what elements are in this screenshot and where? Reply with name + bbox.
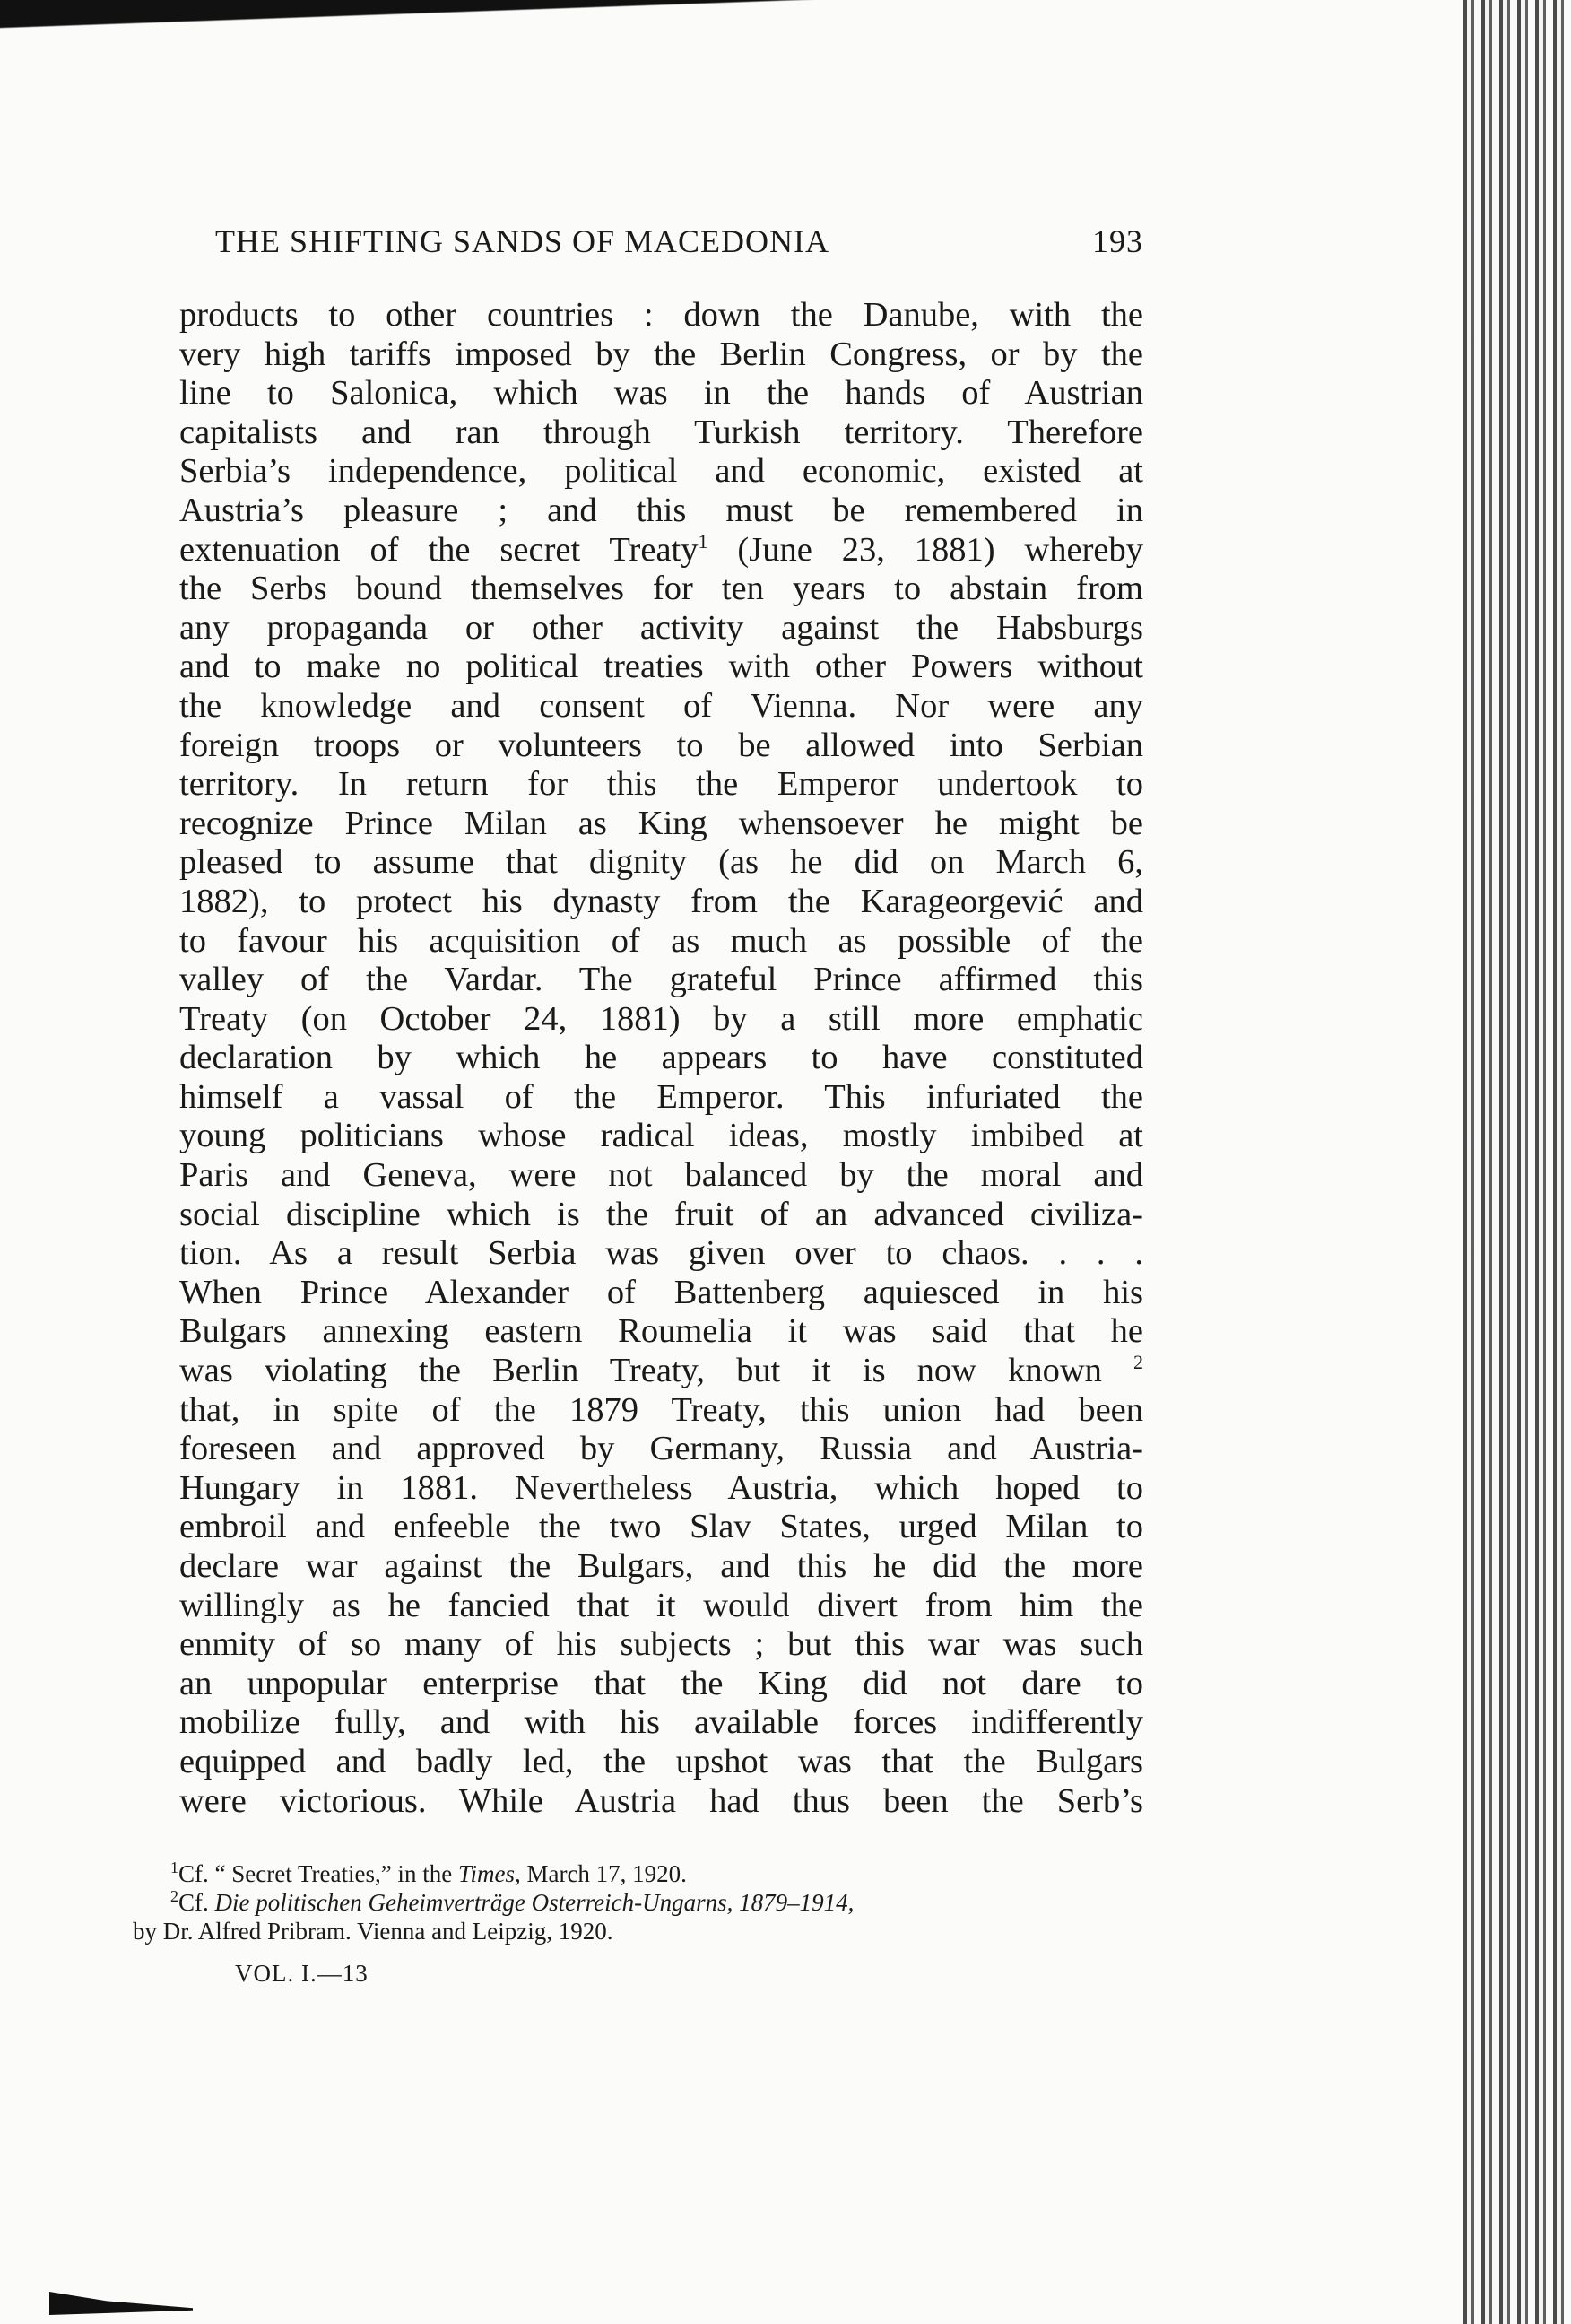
text-line: recognize Prince Milan as King whensoever he might be: [179, 804, 1143, 842]
text-line-segment: was violating the Berlin Treaty, but it is now known: [179, 1352, 1102, 1390]
text-line: any propaganda or other activity against the Habsburgs: [179, 608, 1143, 647]
footnote-text: March 17, 1920.: [520, 1860, 687, 1887]
text-line: territory. In return for this the Emperor undertook to: [179, 765, 1143, 804]
scan-edge-top: [0, 0, 1497, 99]
text-line: foreign troops or volunteers to be allowed into Serbian: [179, 726, 1143, 764]
text-line: that, in spite of the 1879 Treaty, this union had been: [179, 1390, 1143, 1429]
signature-mark: VOL. I.—13: [235, 1960, 369, 1987]
text-line: Treaty (on October 24, 1881) by a still more emphatic: [179, 999, 1143, 1038]
text-line: [179, 531, 1143, 570]
text-line: products to other countries : down the Danube, with the: [179, 296, 1143, 334]
text-line: Bulgars annexing eastern Roumelia it was said that he: [179, 1312, 1143, 1351]
scan-edge-right: [1463, 0, 1571, 2324]
body-text: [179, 296, 1143, 1821]
text-line: capitalists and ran through Turkish territory. Therefore: [179, 413, 1143, 451]
text-line: to favour his acquisition of as much as possible of the: [179, 921, 1143, 960]
text-line: declare war against the Bulgars, and this he did the more: [179, 1547, 1143, 1585]
scan-edge-bottom-mark: [49, 2292, 193, 2315]
text-line: social discipline which is the fruit of an advanced civiliza-: [179, 1195, 1143, 1233]
footnote-text: Cf. “ Secret Treaties,” in the: [178, 1860, 458, 1887]
footnote-mark: 1: [170, 1858, 178, 1876]
text-line: the knowledge and consent of Vienna. Nor were any: [179, 686, 1143, 725]
page-number: 193: [1092, 223, 1143, 259]
text-line: Paris and Geneva, were not balanced by the moral and: [179, 1156, 1143, 1195]
text-line: tion. As a result Serbia was given over to chaos. . . .: [179, 1234, 1143, 1273]
text-line: foreseen and approved by Germany, Russia and Austria-: [179, 1430, 1143, 1468]
text-line-segment: (June 23, 1881) whereby: [707, 530, 1143, 569]
text-line: valley of the Vardar. The grateful Prince affirmed this: [179, 961, 1143, 999]
text-line: declaration by which he appears to have constituted: [179, 1039, 1143, 1077]
footnote-2-continuation: by Dr. Alfred Pribram. Vienna and Leipzig, 1920.: [133, 1918, 613, 1945]
text-line: pleased to assume that dignity (as he did on March 6,: [179, 843, 1143, 882]
text-line: himself a vassal of the Emperor. This infuriated the: [179, 1077, 1143, 1116]
text-line: willingly as he fancied that it would divert from him the: [179, 1586, 1143, 1624]
text-line: very high tariffs imposed by the Berlin Congress, or by the: [179, 335, 1143, 373]
text-line: Serbia’s independence, political and economic, existed at: [179, 452, 1143, 491]
text-line: Hungary in 1881. Nevertheless Austria, which hoped to: [179, 1468, 1143, 1507]
footnote-italic: Die politischen Geheimverträge Osterreich-Ungarns, 1879–1914,: [214, 1889, 855, 1916]
text-line: When Prince Alexander of Battenberg aquiesced in his: [179, 1273, 1143, 1311]
text-line: were victorious. While Austria had thus been the Serb’s: [179, 1781, 1143, 1820]
text-line: and to make no political treaties with other Powers without: [179, 648, 1143, 686]
running-header: [215, 222, 1143, 260]
footnote-italic: Times,: [457, 1860, 521, 1887]
text-line: line to Salonica, which was in the hands of Austrian: [179, 374, 1143, 413]
text-line: equipped and badly led, the upshot was that the Bulgars: [179, 1742, 1143, 1780]
text-line: mobilize fully, and with his available forces indifferently: [179, 1703, 1143, 1742]
footnote-text: Cf.: [178, 1889, 215, 1916]
text-line: Austria’s pleasure ; and this must be remembered in: [179, 491, 1143, 529]
footnote-reference-1: 1: [698, 529, 708, 553]
text-line: embroil and enfeeble the two Slav States, urged Milan to: [179, 1508, 1143, 1546]
footnote-2: [133, 1888, 1146, 1917]
text-line: an unpopular enterprise that the King did not dare to: [179, 1664, 1143, 1702]
footnote-reference-2: 2: [1133, 1351, 1143, 1374]
text-line: young politicians whose radical ideas, mostly imbibed at: [179, 1117, 1143, 1155]
footnotes: [133, 1859, 1146, 1945]
text-line: enmity of so many of his subjects ; but this war was such: [179, 1625, 1143, 1664]
text-line: 1882), to protect his dynasty from the Karageorgević and: [179, 882, 1143, 920]
text-line: [179, 1352, 1143, 1391]
running-title: THE SHIFTING SANDS OF MACEDONIA: [215, 223, 830, 259]
text-line: the Serbs bound themselves for ten years to abstain from: [179, 570, 1143, 608]
footnote-mark: 2: [170, 1887, 178, 1905]
text-line-segment: extenuation of the secret Treaty: [179, 530, 699, 569]
footnote-1: [133, 1859, 1146, 1888]
